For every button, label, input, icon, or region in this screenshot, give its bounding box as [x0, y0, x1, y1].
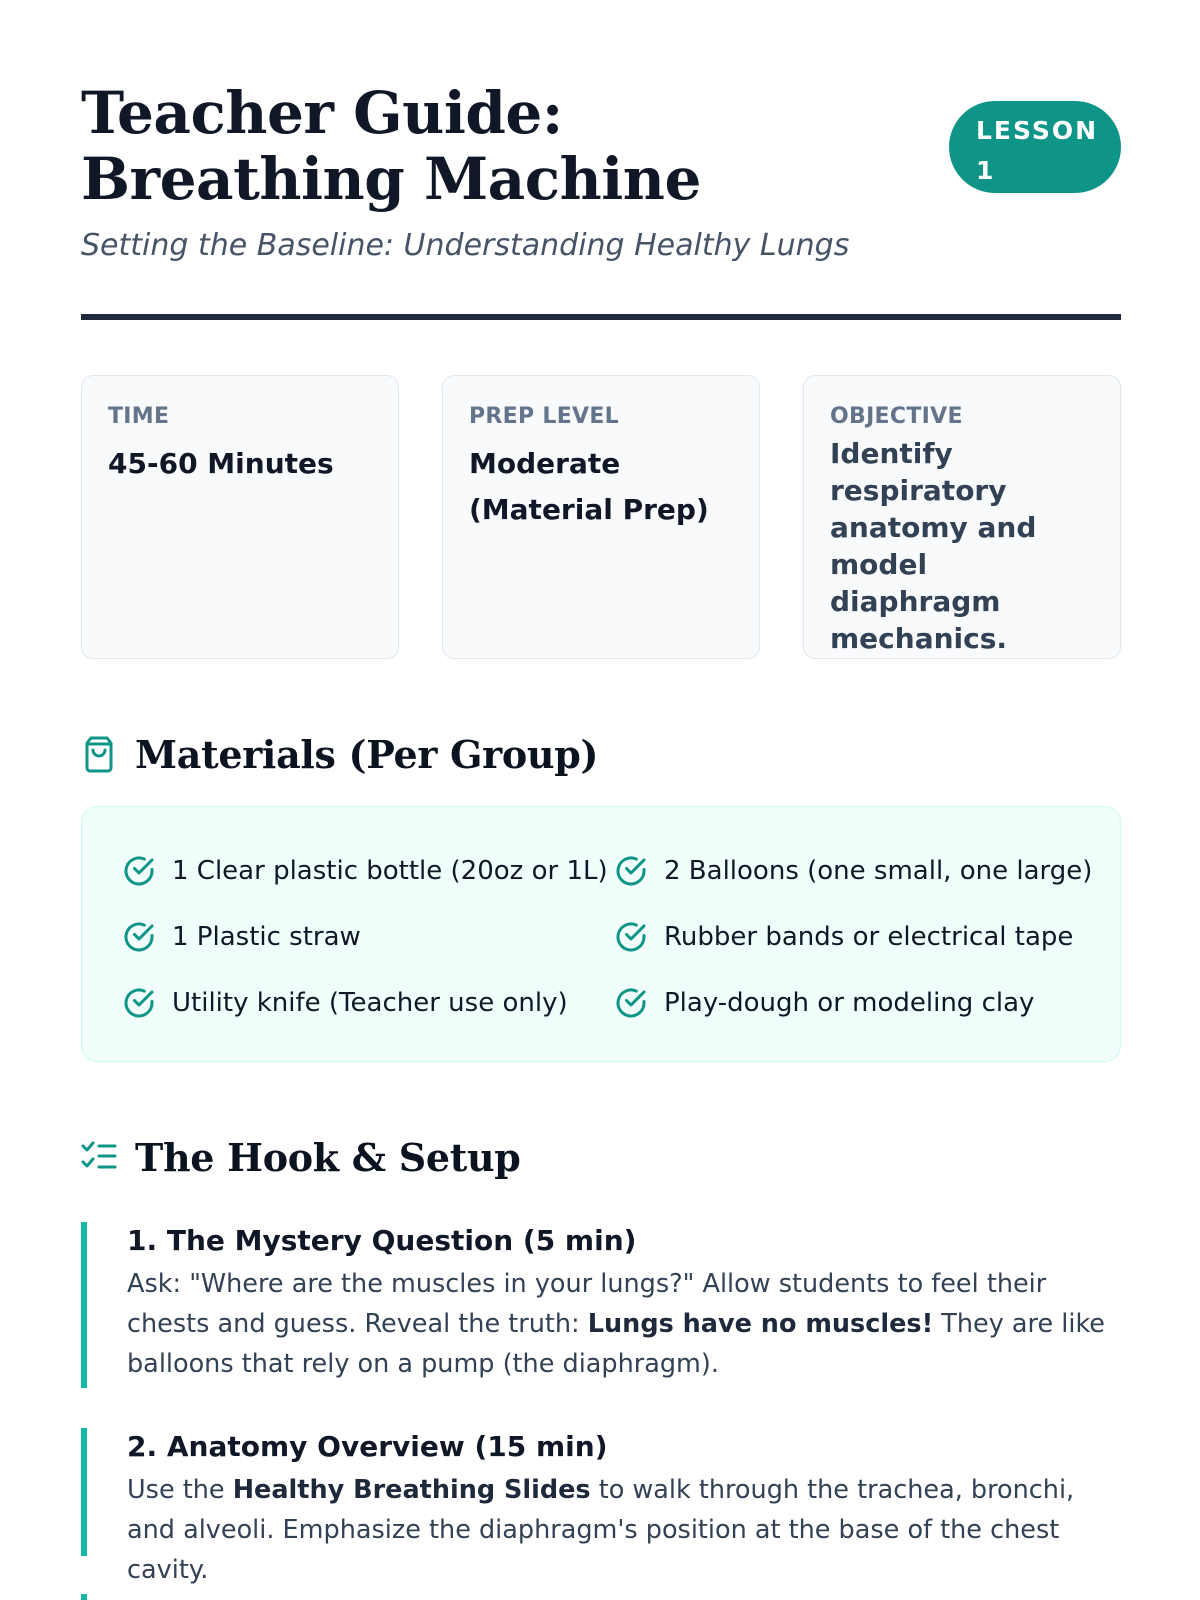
- material-label: Rubber bands or electrical tape: [664, 922, 1074, 952]
- list-checks-icon: [81, 1140, 117, 1174]
- step-body: [127, 1264, 1121, 1384]
- list-item: [614, 983, 1034, 1023]
- step-anatomy-overview: [81, 1428, 1121, 1585]
- step-title: 2. Anatomy Overview (15 min): [127, 1430, 608, 1463]
- card-value: Identify respiratory anatomy and model diaphragm mechanics.: [830, 437, 1037, 655]
- lesson-badge: LESSON 1: [949, 101, 1121, 193]
- prep-level-card: [442, 375, 760, 659]
- check-circle-icon: [614, 920, 648, 954]
- material-label: 2 Balloons (one small, one large): [664, 856, 1093, 886]
- page-title: Teacher Guide: Breathing Machine: [81, 79, 701, 213]
- card-label: OBJECTIVE: [830, 404, 963, 429]
- objective-card: [803, 375, 1121, 659]
- material-label: 1 Plastic straw: [172, 922, 361, 952]
- check-circle-icon: [614, 986, 648, 1020]
- list-item: [614, 917, 1073, 957]
- card-value: Moderate (Material Prep): [469, 447, 709, 526]
- list-item: [122, 851, 608, 891]
- time-card: [81, 375, 399, 659]
- card-label: TIME: [108, 404, 170, 429]
- check-circle-icon: [122, 920, 156, 954]
- hook-heading: [81, 1127, 521, 1187]
- list-item: [122, 983, 568, 1023]
- check-circle-icon: [122, 986, 156, 1020]
- shopping-bag-icon: [81, 735, 117, 773]
- list-item: [122, 917, 361, 957]
- step-body-text: Ask: "Where are the muscles in your lungs?" Allow students to feel their chests and guess. Reveal the truth:: [127, 1269, 1047, 1339]
- step-body-emphasis: Healthy Breathing Slides: [232, 1475, 591, 1505]
- header: [81, 80, 1121, 280]
- list-item: [614, 851, 1092, 891]
- check-circle-icon: [614, 854, 648, 888]
- step-body-text: They are like balloons that rely on a pump (the diaphragm).: [127, 1309, 1105, 1379]
- step-title: 1. The Mystery Question (5 min): [127, 1224, 637, 1257]
- material-label: Play-dough or modeling clay: [664, 988, 1035, 1018]
- check-circle-icon: [122, 854, 156, 888]
- step-next-partial: [81, 1594, 1121, 1600]
- page-subtitle: Setting the Baseline: Understanding Healthy Lungs: [81, 228, 850, 263]
- info-cards: [81, 375, 1121, 659]
- materials-heading: [81, 724, 598, 784]
- step-body-text: Use the: [127, 1475, 233, 1505]
- material-label: Utility knife (Teacher use only): [172, 988, 568, 1018]
- step-body-emphasis: Lungs have no muscles!: [587, 1309, 934, 1339]
- step-body-text: to walk through the trachea, bronchi, and alveoli. Emphasize the diaphragm's position at the base of the chest cavity.: [127, 1475, 1075, 1585]
- card-label: PREP LEVEL: [469, 404, 619, 429]
- materials-list: [81, 806, 1121, 1062]
- materials-title: Materials (Per Group): [135, 731, 599, 777]
- step-body: [127, 1470, 1121, 1590]
- material-label: 1 Clear plastic bottle (20oz or 1L): [172, 856, 608, 886]
- step-mystery-question: [81, 1222, 1121, 1388]
- hook-title: The Hook & Setup: [135, 1134, 521, 1180]
- header-divider: [81, 314, 1121, 320]
- card-value: 45-60 Minutes: [108, 447, 334, 480]
